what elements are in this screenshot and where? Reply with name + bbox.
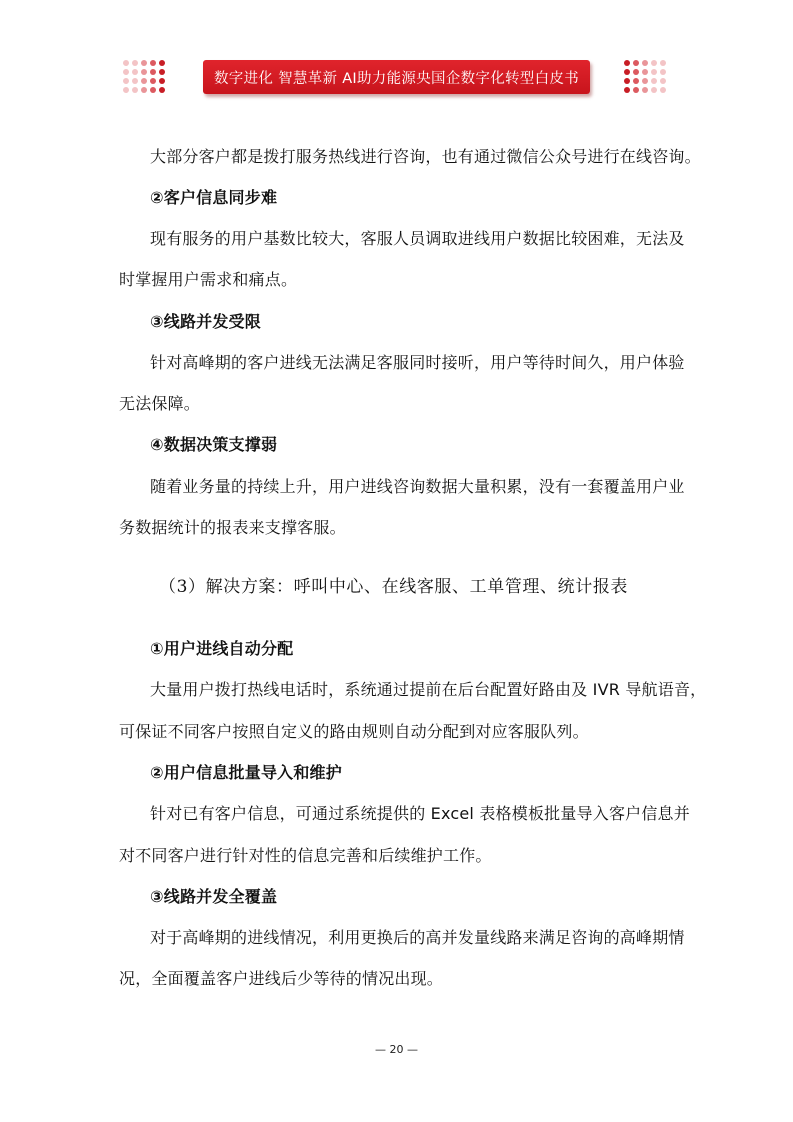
decorative-dot [141,78,147,84]
decorative-dot [633,78,639,84]
paragraph-line: 对不同客户进行针对性的信息完善和后续维护工作。 [119,846,492,865]
decorative-dot [624,69,630,75]
section-title: （3）解决方案：呼叫中心、在线客服、工单管理、统计报表 [159,577,629,597]
paragraph-line: 务数据统计的报表来支撑客服。 [119,518,346,537]
header-banner-area [0,56,793,100]
paragraph-line: 针对高峰期的客户进线无法满足客服同时接听，用户等待时间久，用户体验 [150,353,685,372]
header-title: 数字进化 智慧革新 AI助力能源央国企数字化转型白皮书 [213,70,579,87]
decorative-dot [642,78,648,84]
paragraph-line: 可保证不同客户按照自定义的路由规则自动分配到对应客服队列。 [119,722,589,741]
decorative-dot [651,87,657,93]
decorative-dot [633,87,639,93]
paragraph-line: 况，全面覆盖客户进线后少等待的情况出现。 [119,969,444,988]
decorative-dot [141,60,147,66]
decorative-dot [624,78,630,84]
decorative-dot [651,69,657,75]
decorative-dot [150,87,156,93]
decorative-dot [624,87,630,93]
subheading-auto-assign: ①用户进线自动分配 [150,639,294,658]
paragraph-line: 随着业务量的持续上升，用户进线咨询数据大量积累，没有一套覆盖用户业 [150,477,685,496]
decorative-dot [123,69,129,75]
subheading-customer-sync: ②客户信息同步难 [150,188,278,207]
decorative-dot [150,60,156,66]
decorative-dot [660,60,666,66]
decorative-dot [159,78,165,84]
subheading-import: ②用户信息批量导入和维护 [150,763,342,782]
paragraph-line: 现有服务的用户基数比较大，客服人员调取进线用户数据比较困难，无法及 [150,229,685,248]
paragraph-line: 对于高峰期的进线情况，利用更换后的高并发量线路来满足咨询的高峰期情 [150,928,685,947]
paragraph-line: 时掌握用户需求和痛点。 [119,270,298,289]
decorative-dot [132,69,138,75]
page-number: — 20 — [375,1043,418,1056]
subheading-concurrency: ③线路并发受限 [150,312,261,331]
decorative-dot [123,87,129,93]
decorative-dots-left [121,58,166,94]
decorative-dot [642,87,648,93]
decorative-dot [123,60,129,66]
decorative-dot [642,69,648,75]
decorative-dot [660,78,666,84]
decorative-dot [141,87,147,93]
decorative-dot [132,87,138,93]
decorative-dot [633,60,639,66]
decorative-dot [159,69,165,75]
decorative-dot [159,87,165,93]
decorative-dot [651,78,657,84]
decorative-dot [633,69,639,75]
decorative-dots-right [622,58,667,94]
header-title-banner [203,60,590,94]
decorative-dot [141,69,147,75]
subheading-coverage: ③线路并发全覆盖 [150,887,278,906]
decorative-dot [660,87,666,93]
paragraph-line: 大部分客户都是拨打服务热线进行咨询，也有通过微信公众号进行在线咨询。 [150,147,701,166]
decorative-dot [132,78,138,84]
decorative-dot [651,60,657,66]
paragraph-line: 大量用户拨打热线电话时，系统通过提前在后台配置好路由及 IVR 导航语音， [150,680,707,699]
paragraph-line: 无法保障。 [119,394,201,413]
decorative-dot [123,78,129,84]
decorative-dot [132,60,138,66]
decorative-dot [624,60,630,66]
decorative-dot [150,69,156,75]
subheading-decision: ④数据决策支撑弱 [150,435,278,454]
decorative-dot [642,60,648,66]
decorative-dot [660,69,666,75]
decorative-dot [159,60,165,66]
paragraph-line: 针对已有客户信息，可通过系统提供的 Excel 表格模板批量导入客户信息并 [150,804,690,823]
decorative-dot [150,78,156,84]
